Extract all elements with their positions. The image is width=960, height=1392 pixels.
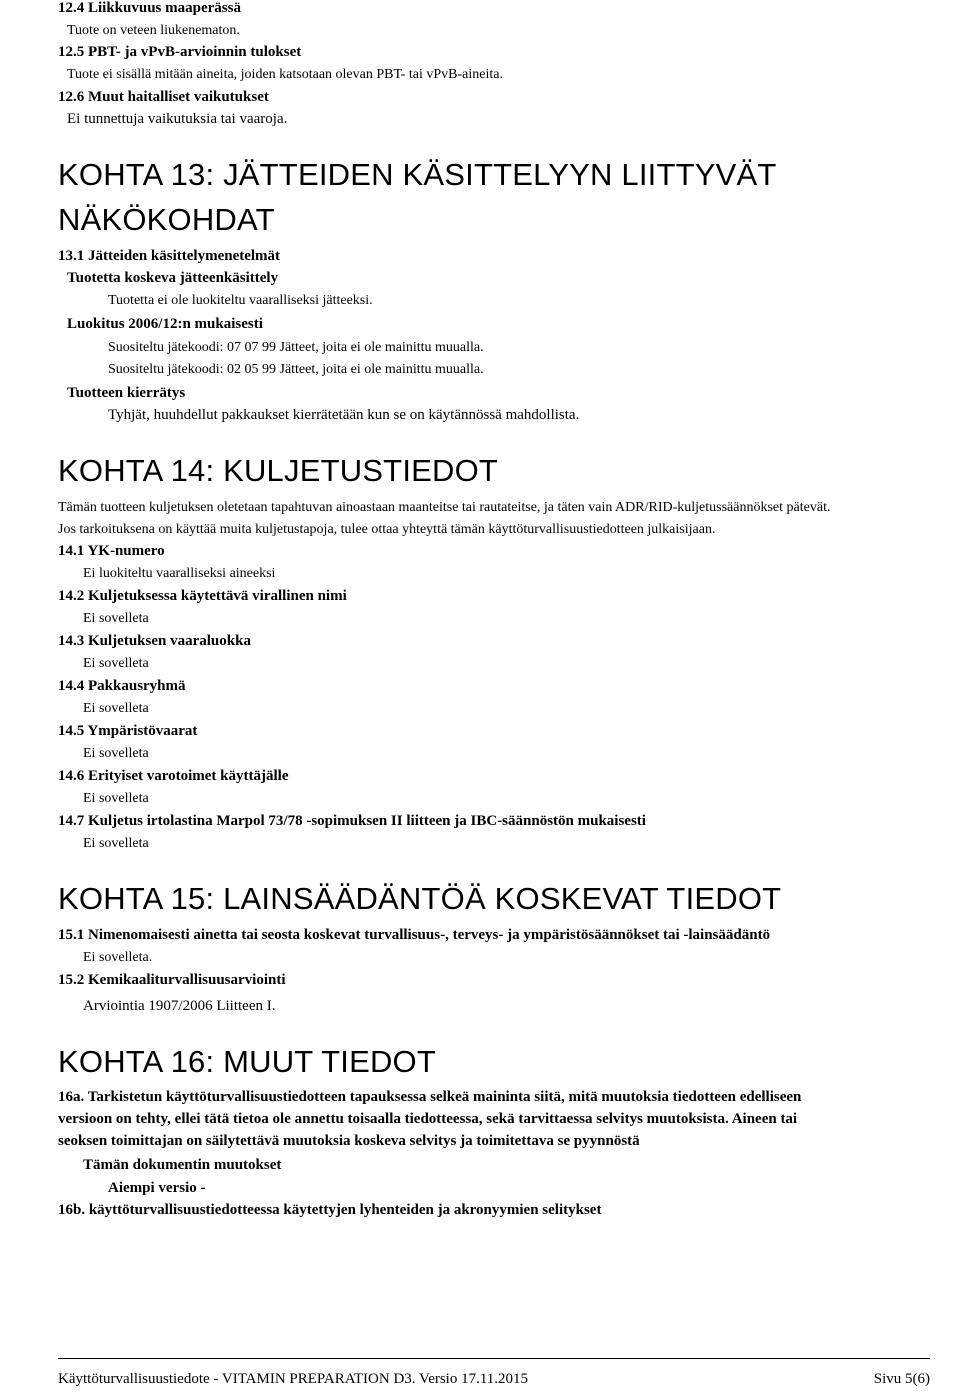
waste-code-2: Suositeltu jätekoodi: 02 05 99 Jätteet, joita ei ole mainittu muualla.: [108, 362, 484, 377]
footer-document-info: Käyttöturvallisuustiedote - VITAMIN PREPARATION D3. Versio 17.11.2015: [58, 1371, 529, 1387]
transport-item-value: Ei luokiteltu vaaralliseksi aineeksi: [83, 566, 276, 581]
transport-item-value: Ei sovelleta: [83, 791, 149, 806]
section-12-5-heading: 12.5 PBT- ja vPvB-arvioinnin tulokset: [58, 44, 302, 60]
transport-item-value: Ei sovelleta: [83, 836, 149, 851]
previous-version-label: Aiempi versio -: [108, 1180, 206, 1196]
transport-item-heading: 14.2 Kuljetuksessa käytettävä virallinen nimi: [58, 588, 347, 604]
section-12-6-text: Ei tunnettuja vaikutuksia tai vaaroja.: [67, 111, 288, 127]
section-13-title-line1: KOHTA 13: JÄTTEIDEN KÄSITTELYYN LIITTYVÄT: [58, 157, 777, 192]
transport-intro-2: Jos tarkoituksena on käyttää muita kuljetustapoja, tulee ottaa yhteyttä tämän käyttöturvallisuustiedotteen julkaisijaan.: [58, 522, 716, 537]
section-14-title: KOHTA 14: KULJETUSTIEDOT: [58, 453, 499, 488]
section-12-6-heading: 12.6 Muut haitalliset vaikutukset: [58, 89, 269, 105]
transport-item-heading: 14.6 Erityiset varotoimet käyttäjälle: [58, 768, 289, 784]
document-changes-subheading: Tämän dokumentin muutokset: [83, 1157, 282, 1173]
footer-divider: [58, 1358, 930, 1359]
section-12-5-text: Tuote ei sisällä mitään aineita, joiden katsotaan olevan PBT- tai vPvB-aineita.: [67, 67, 503, 82]
section-16-title: KOHTA 16: MUUT TIEDOT: [58, 1044, 436, 1079]
waste-code-1: Suositeltu jätekoodi: 07 07 99 Jätteet, joita ei ole mainittu muualla.: [108, 340, 484, 355]
waste-treatment-text: Tuotetta ei ole luokiteltu vaaralliseksi jätteeksi.: [108, 293, 373, 308]
waste-treatment-subheading: Tuotetta koskeva jätteenkäsittely: [67, 270, 279, 286]
section-15-1-heading: 15.1 Nimenomaisesti ainetta tai seosta koskevat turvallisuus-, terveys- ja ympäristösäännökset tai -lainsäädäntö: [58, 927, 771, 943]
recycling-subheading: Tuotteen kierrätys: [67, 385, 186, 401]
section-16a-line2: versioon on tehty, ellei tätä tietoa ole annettu toisaalla tiedotteessa, sekä tarvittaessa selvitys muutoksista. Aineen tai: [58, 1111, 798, 1127]
classification-subheading: Luokitus 2006/12:n mukaisesti: [67, 316, 263, 332]
section-12-4-heading: 12.4 Liikkuvuus maaperässä: [58, 0, 241, 16]
transport-item-value: Ei sovelleta: [83, 701, 149, 716]
section-13-1-heading: 13.1 Jätteiden käsittelymenetelmät: [58, 248, 281, 264]
recycling-text: Tyhjät, huuhdellut pakkaukset kierrätetään kun se on käytännössä mahdollista.: [108, 407, 580, 423]
section-15-1-text: Ei sovelleta.: [83, 950, 153, 965]
section-16b-heading: 16b. käyttöturvallisuustiedotteessa käytettyjen lyhenteiden ja akronyymien selitykset: [58, 1202, 602, 1218]
footer-page-number: Sivu 5(6): [873, 1371, 930, 1387]
section-15-2-heading: 15.2 Kemikaaliturvallisuusarviointi: [58, 972, 286, 988]
section-16a-line1: 16a. Tarkistetun käyttöturvallisuustiedotteen tapauksessa selkeä maininta siitä, mitä muutoksia tiedotteen edelliseen: [58, 1089, 802, 1105]
transport-item-heading: 14.7 Kuljetus irtolastina Marpol 73/78 -sopimuksen II liitteen ja IBC-säännöstön mukaisesti: [58, 813, 646, 829]
transport-item-heading: 14.1 YK-numero: [58, 543, 165, 559]
section-13-title-line2: NÄKÖKOHDAT: [58, 202, 275, 237]
transport-item-value: Ei sovelleta: [83, 656, 149, 671]
section-15-title: KOHTA 15: LAINSÄÄDÄNTÖÄ KOSKEVAT TIEDOT: [58, 881, 782, 916]
section-15-2-text: Arviointia 1907/2006 Liitteen I.: [83, 998, 276, 1014]
section-12-4-text: Tuote on veteen liukenematon.: [67, 23, 240, 38]
transport-item-value: Ei sovelleta: [83, 746, 149, 761]
transport-item-heading: 14.5 Ympäristövaarat: [58, 723, 198, 739]
transport-intro-1: Tämän tuotteen kuljetuksen oletetaan tapahtuvan ainoastaan maanteitse tai rautateitse, ja täten vain ADR/RID-kuljetussäännökset pätevät.: [58, 500, 831, 515]
transport-item-value: Ei sovelleta: [83, 611, 149, 626]
transport-item-heading: 14.4 Pakkausryhmä: [58, 678, 186, 694]
section-16a-line3: seoksen toimittajan on säilytettävä muutoksia koskeva selvitys ja toimitettava se pyynnöstä: [58, 1133, 640, 1149]
transport-item-heading: 14.3 Kuljetuksen vaaraluokka: [58, 633, 251, 649]
